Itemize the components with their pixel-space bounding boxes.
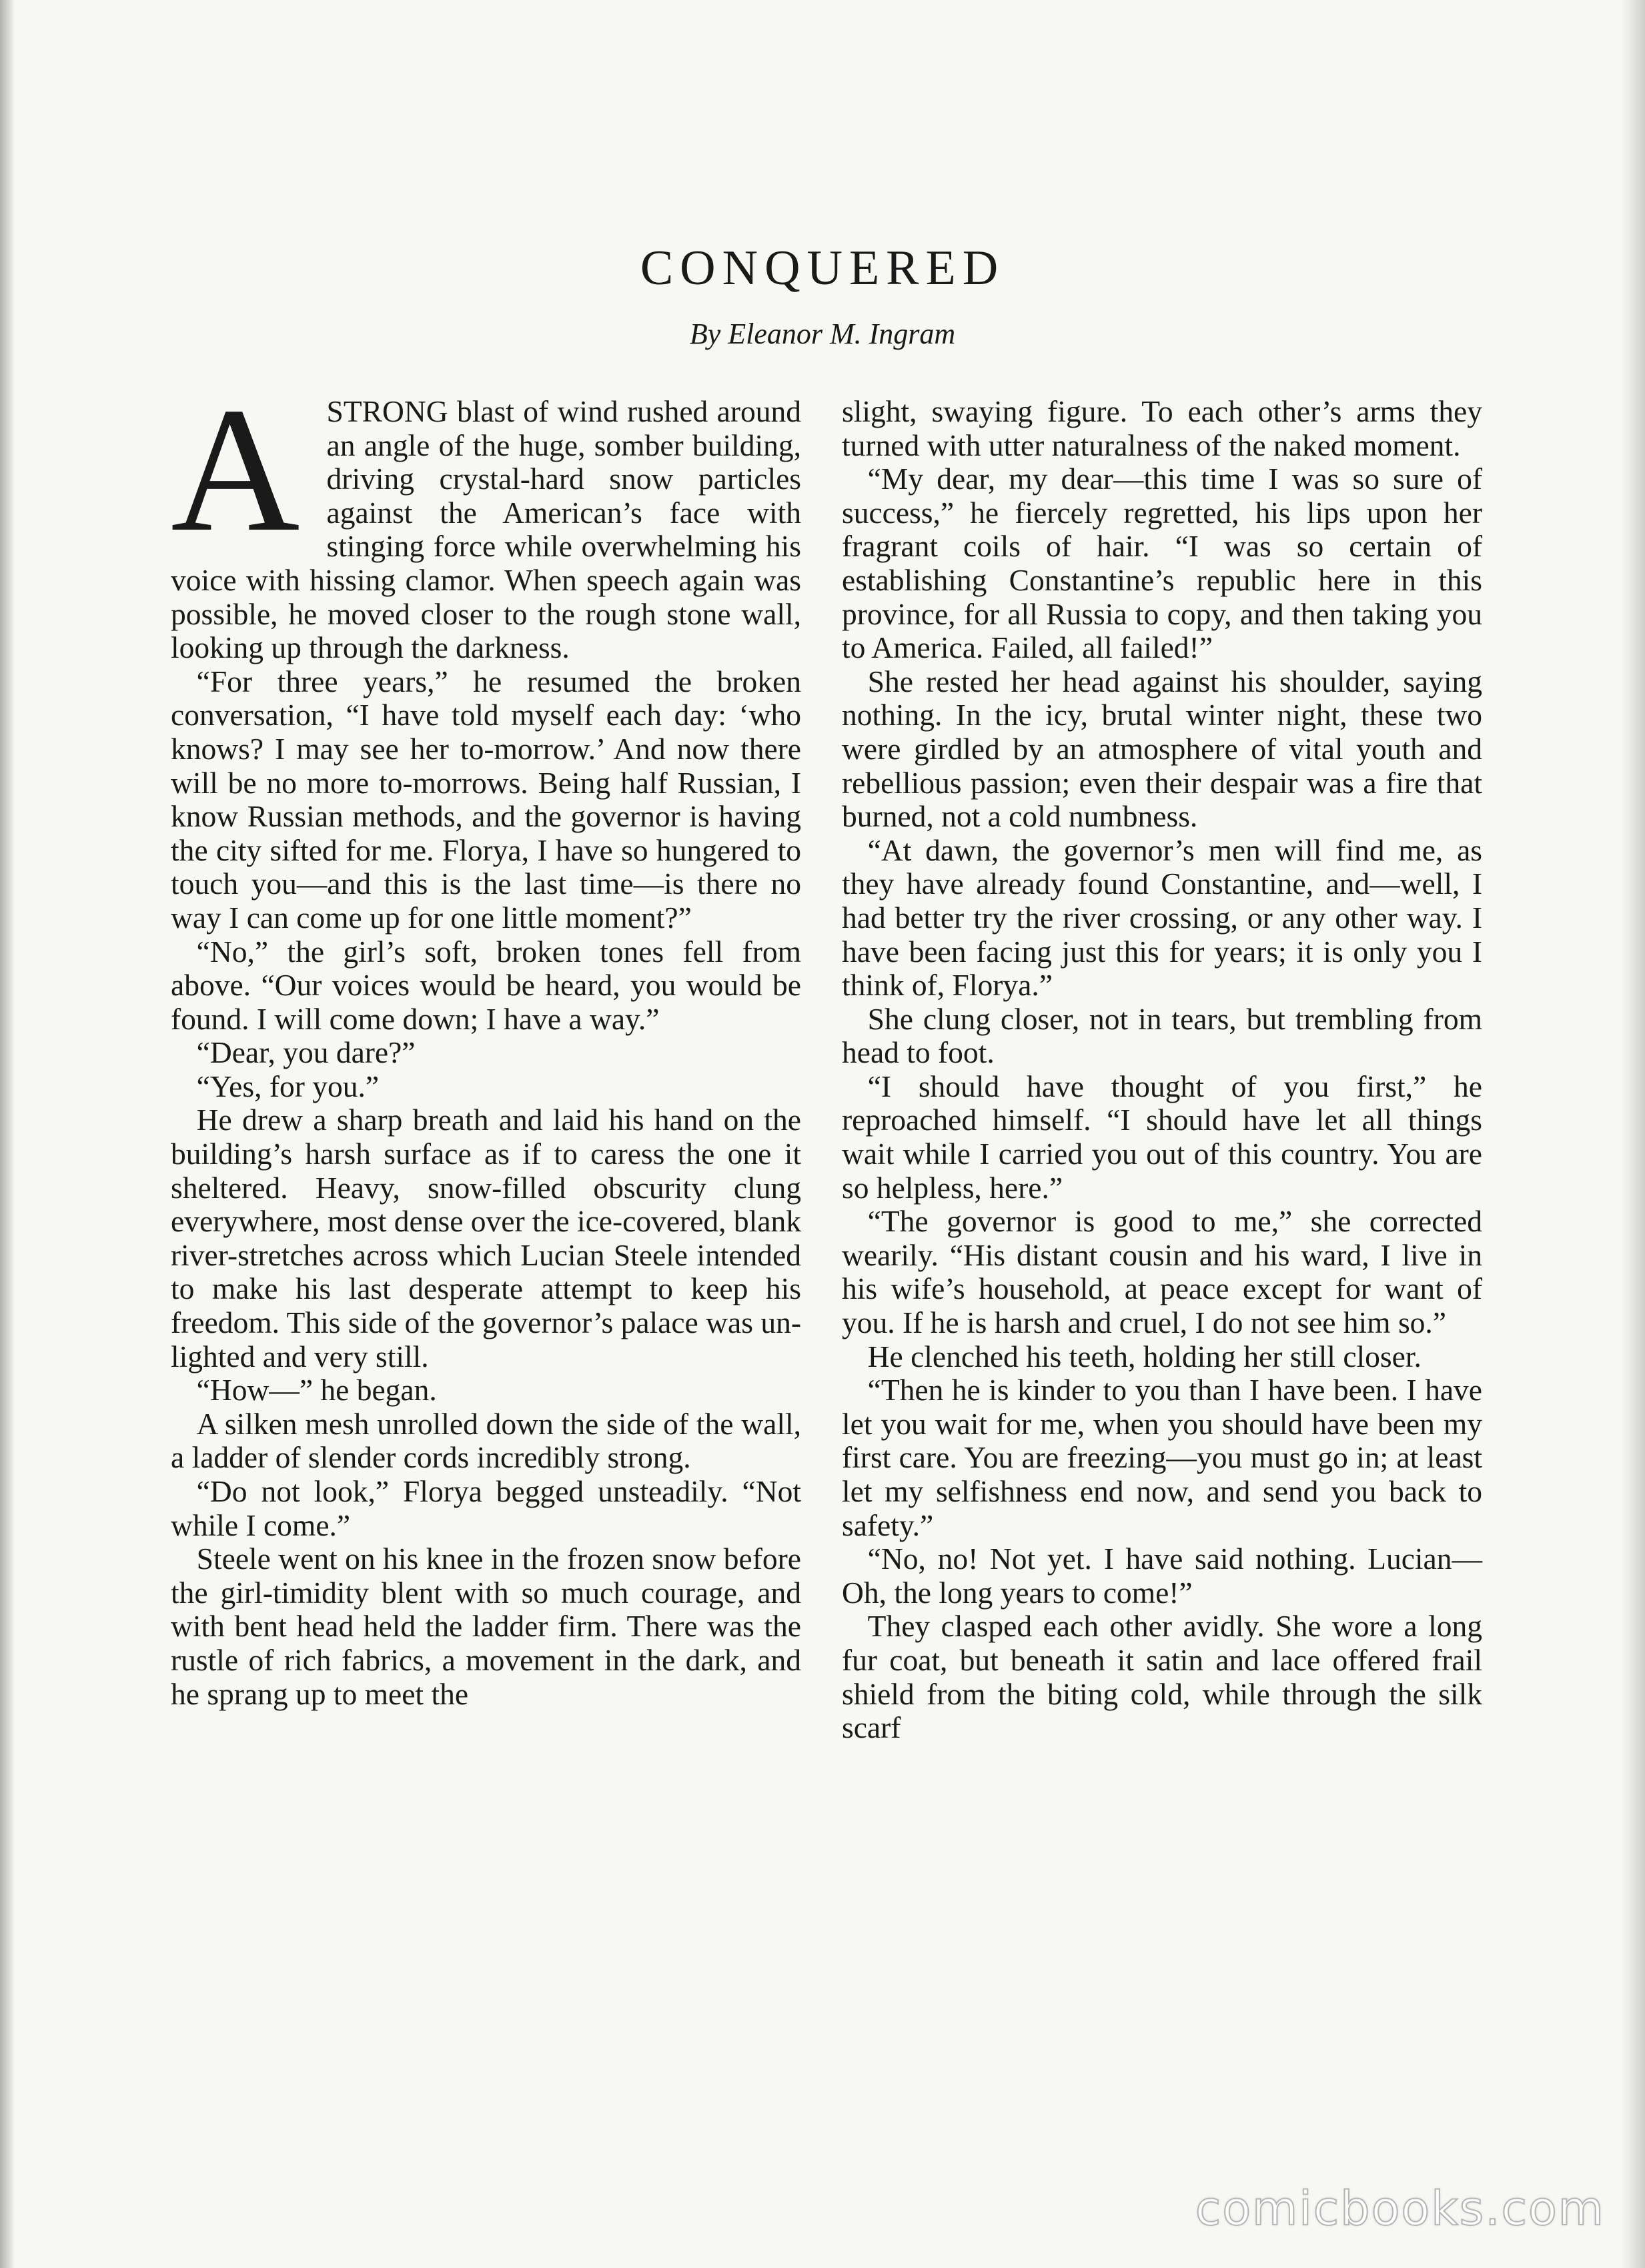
paragraph: “Then he is kinder to you than I have been. I have let you wait for me, when you should have been my first care. You are freezing—you must go in; at least let my selfishness end now, and send you back to safety.”: [842, 1373, 1482, 1542]
paragraph: She rested her head against his shoulder, saying nothing. In the icy, brutal winter night, these two were girdled by an atmosphere of vital youth and rebellious passion; even their despair was a fire that burned, not a cold numbness.: [842, 664, 1482, 834]
paragraph: “I should have thought of you first,” he reproached himself. “I should have let all things wait while I carried you out of this country. You are so helpless, here.”: [842, 1069, 1482, 1205]
source-watermark: comicbooks.com: [1195, 2181, 1605, 2236]
left-column: [171, 370, 801, 1711]
story-byline: By Eleanor M. Ingram: [689, 318, 956, 350]
paragraph: “Yes, for you.”: [196, 1069, 380, 1103]
paragraph: “The governor is good to me,” she corrected wearily. “His distant cousin and his ward, I live in his wife’s household, at peace except for want of you. If he is harsh and cruel, I do not see him so.”: [842, 1204, 1482, 1340]
paragraph: He drew a sharp breath and laid his hand on the building’s harsh surface as if to caress the one it sheltered. Heavy, snow-filled obscurity clung everywhere, most dense over the ice-covered, blank river-stretches across which Lucian Steele intended to make his last desperate attempt to keep his freedom. This side of the governor’s palace was unlighted and very still.: [171, 1103, 801, 1373]
paragraph: Steele went on his knee in the frozen snow before the girl-timidity blent with so much courage, and with bent head held the ladder firm. There was the rustle of rich fabrics, a movement in the dark, and he sprang up to meet the: [171, 1542, 801, 1711]
paragraph: “No,” the girl’s soft, broken tones fell from above. “Our voices would be heard, you would be found. I will come down; I have a way.”: [171, 934, 801, 1036]
paragraph: “At dawn, the governor’s men will find me, as they have already found Constantine, and—well, I had better try the river crossing, or any other way. I have been facing just this for years; it is only you I think of, Florya.”: [842, 832, 1482, 1003]
drop-cap: A: [171, 370, 300, 568]
paragraph: “For three years,” he resumed the broken conversation, “I have told myself each day: ‘who knows? I may see her to-morrow.’ And now there will be no more to-morrows. Being half Russian, I know Russian methods, and the governor is having the city sifted for me. Florya, I have so hungered to touch you—and this is the last time—is there no way I can come up for one little moment?”: [171, 664, 801, 935]
story-title: CONQUERED: [640, 241, 1005, 296]
paragraph: “Dear, you dare?”: [196, 1035, 416, 1070]
paragraph: A silken mesh unrolled down the side of the wall, a ladder of slender cords incredibly strong.: [171, 1406, 801, 1475]
right-column: [842, 395, 1482, 1745]
paragraph: “How—” he began.: [196, 1373, 437, 1407]
opening-paragraph: [171, 370, 801, 665]
paragraph: They clasped each other avidly. She wore a long fur coat, but beneath it satin and lace offered frail shield from the biting cold, while through the silk scarf: [842, 1609, 1482, 1745]
continued-paragraph: slight, swaying figure. To each other’s arms they turned with utter naturalness of the naked moment.: [842, 394, 1482, 462]
paragraph: He clenched his teeth, holding her still closer.: [867, 1339, 1422, 1373]
paragraph-text: STRONG blast of wind rushed around an angle of the huge, somber building, driving crystal-hard snow particles against the American’s face with stinging force while overwhelming his voice with hissing clamor. When speech again was possible, he moved closer to the rough stone wall, looking up through the darkness.: [171, 394, 801, 665]
paragraph: She clung closer, not in tears, but trembling from head to foot.: [842, 1001, 1482, 1070]
paragraph: “No, no! Not yet. I have said nothing. Lucian— Oh, the long years to come!”: [842, 1542, 1482, 1610]
paragraph: “Do not look,” Florya begged unsteadily. “Not while I come.”: [171, 1474, 801, 1542]
paragraph: “My dear, my dear—this time I was so sure of success,” he fiercely regretted, his lips upon her fragrant coils of hair. “I was so certain of establishing Constantine’s republic here in this province, for all Russia to copy, and then taking you to America. Failed, all failed!”: [842, 462, 1482, 665]
